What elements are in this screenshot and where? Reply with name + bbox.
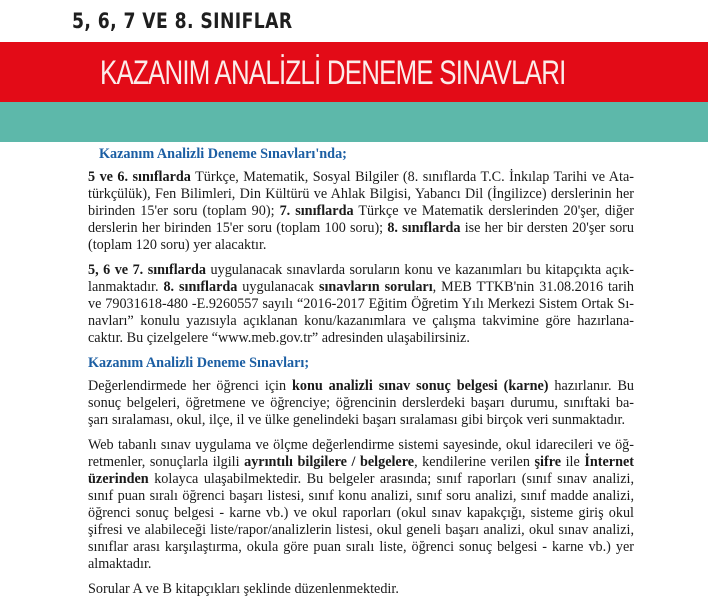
text-line: sonuç belgeleri, öğretmene ve öğrenciye; öğrencinin derslerdeki başarı durumu, sınıftaki ba- — [88, 395, 634, 411]
text-line: almaktadır. — [88, 556, 152, 572]
paragraph-curriculum — [88, 262, 634, 347]
text-line: Web tabanlı sınav uygulama ve ölçme değerlendirme sistemi sayesinde, okul idarecileri ve öğ- — [88, 437, 634, 453]
section-heading-2: Kazanım Analizli Deneme Sınavları; — [88, 355, 310, 371]
document-body — [88, 146, 634, 606]
text: hazırlanır. Bu — [548, 378, 634, 394]
text-line: Sorular A ve B kitapçıkları şeklinde düzenlenmektedir. — [88, 581, 399, 597]
paragraph-question-counts — [88, 169, 634, 254]
text: , kendilerine verilen — [414, 454, 535, 470]
text: ise her bir dersten 20'şer soru — [460, 220, 634, 236]
text: , MEB TTKB'nin 31.08.2016 tarih — [432, 279, 634, 295]
paragraph-report-card — [88, 378, 634, 429]
text-line: ve 79031618-480 -E.9260557 sayılı “2016-2017 Eğitim Öğretim Yılı Merkezi Sistem Ortak Sı- — [88, 296, 634, 312]
teal-band — [0, 102, 708, 142]
bold-text: konu analizli sınav sonuç belgesi (karne) — [292, 378, 549, 394]
text-line — [88, 262, 634, 279]
grades-title: 5, 6, 7 VE 8. SINIFLAR — [72, 9, 293, 33]
text-line: (toplam 120 soru) yer alacaktır. — [88, 237, 267, 253]
text-line — [88, 203, 634, 220]
text-line: öğrenci sonuç belgesi - karne vb.) ve okul raporları (okul sınav kapakçığı, sisteme giriş okul — [88, 505, 634, 521]
text: kolayca ulaşabilmektedir. Bu belgeler arasında; sınıf raporları (sınıf sınav analizi, — [148, 471, 634, 487]
text: ile — [561, 454, 585, 470]
text-line — [88, 279, 634, 296]
text: Türkçe ve Matematik derslerinden 20'şer, diğer — [353, 203, 634, 219]
text: Türkçe, Matematik, Sosyal Bilgiler (8. sınıflarda T.C. İnkılap Tarihi ve Ata- — [190, 169, 634, 185]
text-line — [88, 454, 634, 471]
text: Değerlendirmede her öğrenci için — [88, 378, 292, 394]
text-line: şifresi ve alabileceği liste/rapor/analizlerin listesi, okul geneli başarı analizi, okul sınav analizi, — [88, 522, 634, 538]
bold-text: sınavların soruları — [318, 279, 433, 295]
text: uygulanacak sınavlarda soruların konu ve kazanımları bu kitapçıkta açık- — [206, 262, 634, 278]
bold-text: 8. sınıflarda — [163, 279, 238, 295]
bold-text: 5, 6 ve 7. sınıflarda — [88, 262, 207, 278]
text-line: türkçülük), Fen Bilimleri, Din Kültürü ve Ahlak Bilgisi, Yabancı Dil (İngilizce) derslerinin her — [88, 186, 634, 202]
bold-text: şifre — [534, 454, 562, 470]
text: derslerin her birinden 15'er soru (toplam 100 soru); — [88, 220, 388, 236]
paragraph-web-system — [88, 437, 634, 573]
bold-text: üzerinden — [88, 471, 149, 487]
text: retmenler, sonuçlarla ilgili — [88, 454, 245, 470]
text-line: sınıf puan sıralı öğrenci başarı listesi, sınıf konu analizi, sınıf soru analizi, sınıf madde analizi, — [88, 488, 634, 504]
bold-text: 8. sınıflarda — [387, 220, 461, 236]
section-heading-1: Kazanım Analizli Deneme Sınavları'nda; — [99, 146, 347, 162]
text-line: şarı sıralaması, okul, ilçe, il ve ülke genelindeki başarı sıralaması gibi birçok veri sunmaktadır. — [88, 412, 626, 428]
text: birinden 15'er soru (toplam 90); — [88, 203, 280, 219]
text: uygulanacak — [237, 279, 319, 295]
bold-text: 7. sınıflarda — [279, 203, 354, 219]
text-line — [88, 169, 634, 186]
bold-text: İnternet — [584, 454, 634, 470]
text-line: sınıflar arası karşılaştırma, okula göre puan sıralı liste, öğrenci sonuç belgesi - karne vb.) yer — [88, 539, 634, 555]
text-line — [88, 378, 634, 395]
bold-text: ayrıntılı bilgilere / belgelere — [244, 454, 415, 470]
bold-text: 5 ve 6. sınıflarda — [88, 169, 191, 185]
banner-title: KAZANIM ANALİZLİ DENEME SINAVLARI — [100, 54, 566, 92]
text: lanmaktadır. — [88, 279, 164, 295]
text-line: caktır. Bu çizelgelere “www.meb.gov.tr” adresinden ulaşabilirsiniz. — [88, 330, 470, 346]
text-line: navları” konulu yazısıyla açıklanan konu/kazanımlara ve çalışma takvimine göre hazırlana- — [88, 313, 634, 329]
paragraph-booklets — [88, 581, 634, 598]
text-line — [88, 471, 634, 488]
text-line — [88, 220, 634, 237]
